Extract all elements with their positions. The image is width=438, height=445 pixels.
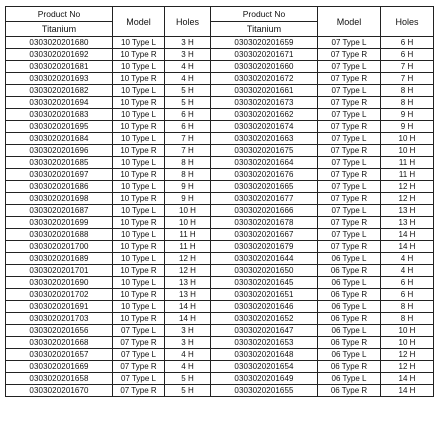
- table-row: [6, 157, 434, 169]
- model-cell-left: 10 Type R: [113, 265, 165, 277]
- holes-cell-left: 5 H: [165, 373, 211, 385]
- model-cell-right: 07 Type R: [318, 241, 381, 253]
- table-row: [6, 109, 434, 121]
- model-cell-left: 10 Type L: [113, 157, 165, 169]
- product-table-sheet: [5, 6, 433, 397]
- table-row: [6, 97, 434, 109]
- table-row: [6, 133, 434, 145]
- model-cell-right: 06 Type L: [318, 349, 381, 361]
- table-row: [6, 37, 434, 49]
- holes-cell-left: 9 H: [165, 181, 211, 193]
- holes-cell-right: 14 H: [381, 373, 434, 385]
- model-cell-left: 10 Type L: [113, 85, 165, 97]
- table-row: [6, 349, 434, 361]
- model-cell-right: 07 Type L: [318, 61, 381, 73]
- holes-cell-left: 7 H: [165, 145, 211, 157]
- model-cell-right: 07 Type L: [318, 109, 381, 121]
- table-row: [6, 385, 434, 397]
- holes-header-left: Holes: [165, 7, 211, 37]
- product-no-cell-right: 0303020201653: [211, 337, 318, 349]
- holes-cell-right: 12 H: [381, 181, 434, 193]
- holes-cell-left: 6 H: [165, 109, 211, 121]
- holes-cell-right: 6 H: [381, 49, 434, 61]
- holes-cell-right: 11 H: [381, 169, 434, 181]
- model-cell-right: 06 Type R: [318, 265, 381, 277]
- product-table: [5, 6, 434, 397]
- model-cell-left: 07 Type L: [113, 325, 165, 337]
- holes-cell-left: 14 H: [165, 301, 211, 313]
- model-cell-left: 10 Type L: [113, 301, 165, 313]
- product-no-cell-right: 0303020201673: [211, 97, 318, 109]
- holes-cell-right: 4 H: [381, 253, 434, 265]
- holes-cell-left: 7 H: [165, 133, 211, 145]
- holes-cell-right: 14 H: [381, 229, 434, 241]
- holes-cell-right: 12 H: [381, 349, 434, 361]
- model-cell-left: 10 Type L: [113, 181, 165, 193]
- product-no-cell-left: 0303020201694: [6, 97, 113, 109]
- table-row: [6, 265, 434, 277]
- table-row: [6, 325, 434, 337]
- table-row: [6, 217, 434, 229]
- product-no-cell-left: 0303020201700: [6, 241, 113, 253]
- table-row: [6, 373, 434, 385]
- table-row: [6, 289, 434, 301]
- table-row: [6, 253, 434, 265]
- model-cell-right: 06 Type L: [318, 301, 381, 313]
- model-cell-right: 07 Type L: [318, 181, 381, 193]
- holes-cell-right: 10 H: [381, 325, 434, 337]
- product-no-cell-right: 0303020201659: [211, 37, 318, 49]
- holes-cell-right: 6 H: [381, 289, 434, 301]
- product-no-cell-right: 0303020201651: [211, 289, 318, 301]
- product-no-cell-right: 0303020201655: [211, 385, 318, 397]
- table-row: [6, 313, 434, 325]
- product-table-body: [6, 37, 434, 397]
- holes-cell-left: 3 H: [165, 49, 211, 61]
- model-cell-left: 10 Type L: [113, 61, 165, 73]
- model-cell-left: 10 Type L: [113, 133, 165, 145]
- holes-cell-right: 10 H: [381, 133, 434, 145]
- product-no-cell-left: 0303020201687: [6, 205, 113, 217]
- model-cell-left: 10 Type R: [113, 313, 165, 325]
- table-row: [6, 205, 434, 217]
- holes-cell-left: 9 H: [165, 193, 211, 205]
- holes-cell-left: 10 H: [165, 217, 211, 229]
- holes-cell-right: 6 H: [381, 277, 434, 289]
- model-cell-right: 07 Type R: [318, 49, 381, 61]
- model-cell-left: 10 Type L: [113, 253, 165, 265]
- product-no-cell-right: 0303020201672: [211, 73, 318, 85]
- model-cell-left: 10 Type L: [113, 205, 165, 217]
- product-no-cell-right: 0303020201648: [211, 349, 318, 361]
- holes-cell-right: 14 H: [381, 241, 434, 253]
- model-cell-right: 07 Type R: [318, 97, 381, 109]
- holes-cell-right: 7 H: [381, 73, 434, 85]
- table-row: [6, 121, 434, 133]
- model-cell-right: 06 Type R: [318, 385, 381, 397]
- model-cell-left: 07 Type R: [113, 337, 165, 349]
- holes-cell-right: 14 H: [381, 385, 434, 397]
- product-no-cell-right: 0303020201652: [211, 313, 318, 325]
- table-row: [6, 169, 434, 181]
- product-no-cell-right: 0303020201665: [211, 181, 318, 193]
- product-no-cell-right: 0303020201664: [211, 157, 318, 169]
- model-header-left: Model: [113, 7, 165, 37]
- product-no-cell-right: 0303020201661: [211, 85, 318, 97]
- material-header-left: Titanium: [6, 22, 113, 37]
- product-no-cell-left: 0303020201656: [6, 325, 113, 337]
- product-no-cell-right: 0303020201677: [211, 193, 318, 205]
- product-no-header-left: Product No: [6, 7, 113, 22]
- holes-cell-left: 13 H: [165, 277, 211, 289]
- product-no-cell-right: 0303020201674: [211, 121, 318, 133]
- model-cell-right: 07 Type R: [318, 121, 381, 133]
- holes-cell-right: 10 H: [381, 145, 434, 157]
- model-cell-right: 06 Type R: [318, 289, 381, 301]
- holes-cell-left: 4 H: [165, 349, 211, 361]
- model-cell-left: 10 Type R: [113, 145, 165, 157]
- product-no-cell-left: 0303020201670: [6, 385, 113, 397]
- model-cell-left: 10 Type R: [113, 97, 165, 109]
- model-cell-right: 06 Type L: [318, 253, 381, 265]
- holes-cell-left: 12 H: [165, 253, 211, 265]
- table-row: [6, 241, 434, 253]
- holes-cell-right: 13 H: [381, 217, 434, 229]
- holes-cell-right: 4 H: [381, 265, 434, 277]
- product-no-cell-left: 0303020201695: [6, 121, 113, 133]
- table-row: [6, 73, 434, 85]
- table-row: [6, 181, 434, 193]
- model-cell-right: 07 Type L: [318, 85, 381, 97]
- table-row: [6, 361, 434, 373]
- material-header-right: Titanium: [211, 22, 318, 37]
- product-no-cell-left: 0303020201688: [6, 229, 113, 241]
- holes-cell-left: 3 H: [165, 325, 211, 337]
- table-row: [6, 61, 434, 73]
- holes-cell-right: 6 H: [381, 37, 434, 49]
- product-no-cell-right: 0303020201646: [211, 301, 318, 313]
- product-no-cell-left: 0303020201701: [6, 265, 113, 277]
- model-cell-left: 07 Type L: [113, 349, 165, 361]
- holes-cell-left: 12 H: [165, 265, 211, 277]
- holes-cell-left: 8 H: [165, 157, 211, 169]
- holes-cell-left: 4 H: [165, 361, 211, 373]
- holes-cell-left: 14 H: [165, 313, 211, 325]
- table-row: [6, 301, 434, 313]
- product-no-cell-right: 0303020201647: [211, 325, 318, 337]
- holes-cell-right: 12 H: [381, 193, 434, 205]
- product-no-cell-left: 0303020201691: [6, 301, 113, 313]
- product-no-cell-left: 0303020201686: [6, 181, 113, 193]
- holes-cell-left: 4 H: [165, 61, 211, 73]
- holes-cell-right: 7 H: [381, 61, 434, 73]
- model-cell-right: 06 Type R: [318, 337, 381, 349]
- model-cell-right: 07 Type L: [318, 157, 381, 169]
- table-row: [6, 49, 434, 61]
- product-no-cell-right: 0303020201649: [211, 373, 318, 385]
- model-cell-left: 10 Type R: [113, 193, 165, 205]
- table-row: [6, 145, 434, 157]
- product-no-cell-left: 0303020201682: [6, 85, 113, 97]
- table-row: [6, 85, 434, 97]
- product-no-cell-right: 0303020201660: [211, 61, 318, 73]
- product-no-cell-left: 0303020201683: [6, 109, 113, 121]
- product-no-cell-left: 0303020201698: [6, 193, 113, 205]
- table-row: [6, 229, 434, 241]
- model-cell-left: 10 Type L: [113, 37, 165, 49]
- product-no-cell-right: 0303020201650: [211, 265, 318, 277]
- model-cell-left: 07 Type R: [113, 385, 165, 397]
- holes-cell-right: 8 H: [381, 313, 434, 325]
- holes-cell-right: 12 H: [381, 361, 434, 373]
- model-cell-left: 10 Type R: [113, 169, 165, 181]
- model-header-right: Model: [318, 7, 381, 37]
- model-cell-right: 06 Type L: [318, 325, 381, 337]
- product-no-cell-left: 0303020201702: [6, 289, 113, 301]
- model-cell-right: 07 Type R: [318, 169, 381, 181]
- product-no-cell-right: 0303020201645: [211, 277, 318, 289]
- holes-cell-left: 5 H: [165, 85, 211, 97]
- product-no-cell-left: 0303020201685: [6, 157, 113, 169]
- model-cell-right: 06 Type R: [318, 361, 381, 373]
- model-cell-right: 07 Type L: [318, 133, 381, 145]
- model-cell-right: 07 Type R: [318, 145, 381, 157]
- product-no-cell-left: 0303020201689: [6, 253, 113, 265]
- table-row: [6, 337, 434, 349]
- model-cell-left: 10 Type R: [113, 289, 165, 301]
- holes-cell-left: 3 H: [165, 37, 211, 49]
- product-no-cell-right: 0303020201654: [211, 361, 318, 373]
- product-no-cell-left: 0303020201658: [6, 373, 113, 385]
- product-no-cell-right: 0303020201662: [211, 109, 318, 121]
- product-no-cell-left: 0303020201680: [6, 37, 113, 49]
- holes-cell-left: 5 H: [165, 385, 211, 397]
- model-cell-right: 07 Type L: [318, 229, 381, 241]
- model-cell-left: 10 Type R: [113, 217, 165, 229]
- model-cell-right: 06 Type L: [318, 277, 381, 289]
- product-no-cell-right: 0303020201666: [211, 205, 318, 217]
- model-cell-left: 10 Type R: [113, 49, 165, 61]
- holes-cell-right: 8 H: [381, 97, 434, 109]
- holes-cell-right: 13 H: [381, 205, 434, 217]
- product-no-cell-left: 0303020201697: [6, 169, 113, 181]
- holes-cell-left: 11 H: [165, 241, 211, 253]
- product-no-cell-left: 0303020201684: [6, 133, 113, 145]
- product-no-cell-right: 0303020201671: [211, 49, 318, 61]
- holes-cell-left: 3 H: [165, 337, 211, 349]
- holes-cell-right: 8 H: [381, 85, 434, 97]
- product-no-cell-right: 0303020201644: [211, 253, 318, 265]
- model-cell-left: 07 Type L: [113, 373, 165, 385]
- holes-cell-left: 11 H: [165, 229, 211, 241]
- holes-cell-left: 13 H: [165, 289, 211, 301]
- table-row: [6, 193, 434, 205]
- model-cell-left: 10 Type L: [113, 277, 165, 289]
- product-no-cell-right: 0303020201675: [211, 145, 318, 157]
- holes-cell-left: 8 H: [165, 169, 211, 181]
- product-no-cell-left: 0303020201657: [6, 349, 113, 361]
- product-no-cell-right: 0303020201678: [211, 217, 318, 229]
- table-row: [6, 277, 434, 289]
- holes-cell-right: 9 H: [381, 109, 434, 121]
- model-cell-left: 10 Type R: [113, 241, 165, 253]
- holes-cell-left: 4 H: [165, 73, 211, 85]
- holes-cell-left: 6 H: [165, 121, 211, 133]
- model-cell-right: 07 Type L: [318, 37, 381, 49]
- model-cell-left: 10 Type L: [113, 109, 165, 121]
- model-cell-left: 10 Type R: [113, 73, 165, 85]
- holes-cell-left: 10 H: [165, 205, 211, 217]
- holes-cell-right: 9 H: [381, 121, 434, 133]
- product-no-cell-left: 0303020201669: [6, 361, 113, 373]
- model-cell-left: 07 Type R: [113, 361, 165, 373]
- holes-header-right: Holes: [381, 7, 434, 37]
- model-cell-right: 06 Type R: [318, 313, 381, 325]
- product-no-cell-left: 0303020201681: [6, 61, 113, 73]
- product-no-cell-left: 0303020201668: [6, 337, 113, 349]
- holes-cell-right: 11 H: [381, 157, 434, 169]
- product-no-cell-left: 0303020201696: [6, 145, 113, 157]
- holes-cell-right: 8 H: [381, 301, 434, 313]
- product-no-cell-left: 0303020201690: [6, 277, 113, 289]
- product-no-cell-right: 0303020201676: [211, 169, 318, 181]
- model-cell-right: 07 Type R: [318, 193, 381, 205]
- model-cell-left: 10 Type R: [113, 121, 165, 133]
- product-no-header-right: Product No: [211, 7, 318, 22]
- product-no-cell-right: 0303020201663: [211, 133, 318, 145]
- model-cell-right: 07 Type R: [318, 217, 381, 229]
- product-no-cell-right: 0303020201679: [211, 241, 318, 253]
- product-no-cell-left: 0303020201699: [6, 217, 113, 229]
- product-no-cell-right: 0303020201667: [211, 229, 318, 241]
- model-cell-right: 06 Type L: [318, 373, 381, 385]
- product-no-cell-left: 0303020201703: [6, 313, 113, 325]
- product-no-cell-left: 0303020201692: [6, 49, 113, 61]
- model-cell-left: 10 Type L: [113, 229, 165, 241]
- holes-cell-right: 10 H: [381, 337, 434, 349]
- holes-cell-left: 5 H: [165, 97, 211, 109]
- product-no-cell-left: 0303020201693: [6, 73, 113, 85]
- model-cell-right: 07 Type L: [318, 205, 381, 217]
- model-cell-right: 07 Type R: [318, 73, 381, 85]
